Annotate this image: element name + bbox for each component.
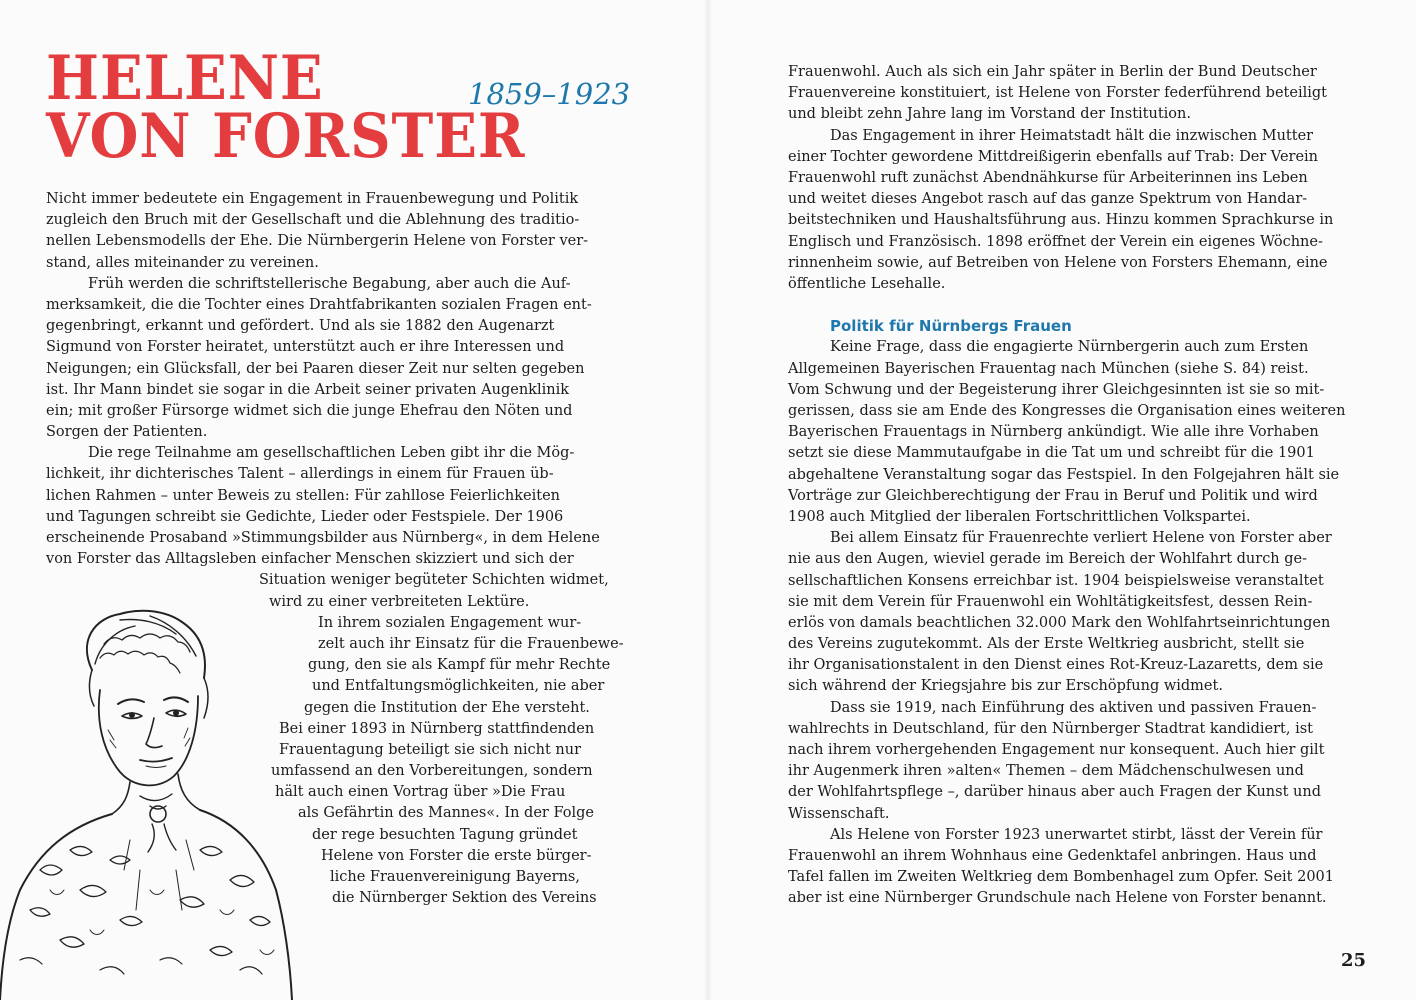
text-line: Allgemeinen Bayerischen Frauentag nach München (siehe S. 84) reist. [788, 360, 1309, 377]
text-line: und Tagungen schreibt sie Gedichte, Lieder oder Festspiele. Der 1906 [46, 508, 564, 525]
text-line: Frauenvereine konstituiert, ist Helene von Forster federführend beteiligt [788, 85, 1327, 102]
text-line: Früh werden die schriftstellerische Begabung, aber auch die Auf- [88, 275, 571, 292]
text-line: liche Frauenvereinigung Bayerns, [330, 869, 580, 885]
text-line: öffentliche Lesehalle. [788, 275, 946, 292]
text-line: nellen Lebensmodells der Ehe. Die Nürnbergerin Helene von Forster ver- [46, 233, 589, 250]
text-line: abgehaltene Veranstaltung sogar das Festspiel. In den Folgejahren hält sie [788, 466, 1340, 483]
text-line: Keine Frage, dass die engagierte Nürnbergerin auch zum Ersten [830, 339, 1309, 356]
text-line: 1908 auch Mitglied der liberalen Fortschrittlichen Volkspartei. [788, 508, 1251, 525]
text-line: der Wohlfahrtspflege –, darüber hinaus aber auch Fragen der Kunst und [788, 784, 1321, 801]
text-line: Frauenwohl ruft zunächst Abendnähkurse für Arbeiterinnen ins Leben [788, 169, 1308, 186]
text-line: gegen die Institution der Ehe versteht. [304, 699, 590, 716]
text-line: Bayerischen Frauentags in Nürnberg ankündigt. Wie alle ihre Vorhaben [788, 424, 1319, 441]
text-line: aber ist eine Nürnberger Grundschule nach Helene von Forster benannt. [788, 890, 1327, 907]
text-line: Neigungen; ein Glücksfall, der bei Paaren dieser Zeit nur selten gegeben [46, 360, 585, 377]
text-line: von Forster das Alltagsleben einfacher Menschen skizziert und sich der [46, 551, 574, 568]
text-line: Bei einer 1893 in Nürnberg stattfindenden [279, 720, 595, 737]
text-line: Tafel fallen im Zweiten Weltkrieg dem Bombenhagel zum Opfer. Seit 2001 [788, 869, 1335, 886]
text-line: sie mit dem Verein für Frauenwohl ein Wohltätigkeitsfest, dessen Rein- [788, 593, 1313, 610]
text-line: und weitet dieses Angebot rasch auf das ganze Spektrum von Handar- [788, 191, 1308, 208]
text-line: In ihrem sozialen Engagement wur- [318, 614, 582, 631]
text-line: Frauenwohl. Auch als sich ein Jahr später in Berlin der Bund Deutscher [788, 64, 1317, 80]
text-line: erlös von damals beachtlichen 32.000 Mark den Wohlfahrtseinrichtungen [788, 614, 1331, 631]
text-line: Sorgen der Patienten. [46, 424, 208, 441]
right-body-text [788, 62, 1378, 910]
text-line: des Vereins zugutekommt. Als der Erste Weltkrieg ausbricht, stellt sie [788, 636, 1305, 653]
text-line: Englisch und Französisch. 1898 eröffnet der Verein ein eigenes Wöchne- [788, 233, 1323, 250]
text-line: merksamkeit, die die Tochter eines Drahtfabrikanten sozialen Fragen ent- [46, 296, 592, 313]
text-line: sellschaftlichen Konsens erreichbar ist. 1904 beispielsweise veranstaltet [788, 572, 1324, 589]
text-line: und Entfaltungsmöglichkeiten, nie aber [312, 678, 605, 695]
page-title [46, 43, 526, 172]
title-line-1: HELENE [46, 43, 324, 114]
text-line: Vorträge zur Gleichberechtigung der Frau in Beruf und Politik und wird [788, 487, 1318, 504]
text-line: umfassend an den Vorbereitungen, sondern [271, 763, 593, 780]
text-line: ist. Ihr Mann bindet sie sogar in die Arbeit seiner privaten Augenklinik [46, 381, 570, 398]
text-line [788, 295, 1378, 316]
text-line: zugleich den Bruch mit der Gesellschaft und die Ablehnung des traditio- [46, 212, 580, 229]
text-line: nie aus den Augen, wieviel gerade im Bereich der Wohlfahrt durch ge- [788, 551, 1308, 568]
text-line: Dass sie 1919, nach Einführung des aktiven und passiven Frauen- [830, 699, 1317, 716]
text-line: Frauentagung beteiligt sie sich nicht nur [279, 741, 582, 758]
text-line: Helene von Forster die erste bürger- [321, 847, 592, 864]
text-line: zelt auch ihr Einsatz für die Frauenbewe- [318, 635, 624, 652]
page-number: 25 [1341, 950, 1367, 971]
text-line: erscheinende Prosaband »Stimmungsbilder aus Nürnberg«, in dem Helene [46, 530, 600, 546]
text-line: lichkeit, ihr dichterisches Talent – allerdings in einem für Frauen üb- [46, 466, 554, 483]
text-line: Frauenwohl an ihrem Wohnhaus eine Gedenktafel anbringen. Haus und [788, 847, 1317, 864]
life-years: 1859–1923 [468, 77, 631, 111]
section-heading: Politik für Nürnbergs Frauen [830, 317, 1072, 336]
text-line: Das Engagement in ihrer Heimatstadt hält die inzwischen Mutter [830, 127, 1314, 144]
title-line-2: VON FORSTER [46, 101, 526, 172]
text-line: Als Helene von Forster 1923 unerwartet stirbt, lässt der Verein für [830, 826, 1323, 843]
text-line: Nicht immer bedeutete ein Engagement in Frauenbewegung und Politik [46, 191, 579, 207]
left-body-text [46, 189, 646, 909]
text-line: Die rege Teilnahme am gesellschaftlichen Leben gibt ihr die Mög- [88, 445, 575, 462]
text-line: sich während der Kriegsjahre bis zur Erschöpfung widmet. [788, 678, 1223, 695]
text-line: wird zu einer verbreiteten Lektüre. [269, 593, 530, 610]
text-line: nach ihrem vorhergehenden Engagement nur konsequent. Auch hier gilt [788, 742, 1325, 758]
text-line: gegenbringt, erkannt und gefördert. Und als sie 1882 den Augenarzt [46, 318, 555, 335]
right-page [708, 0, 1416, 1000]
text-line: die Nürnberger Sektion des Vereins [332, 890, 597, 907]
text-line: setzt sie diese Mammutaufgabe in die Tat um und schreibt für die 1901 [788, 445, 1315, 462]
text-line: rinnenheim sowie, auf Betreiben von Helene von Forsters Ehemann, eine [788, 254, 1328, 271]
text-line: lichen Rahmen – unter Beweis zu stellen: Für zahllose Feierlichkeiten [46, 487, 560, 504]
text-line: als Gefährtin des Mannes«. In der Folge [298, 805, 594, 822]
text-line: einer Tochter gewordene Mittdreißigerin ebenfalls auf Trab: Der Verein [788, 148, 1319, 165]
text-line: Wissenschaft. [788, 805, 890, 822]
text-line: und bleibt zehn Jahre lang im Vorstand der Institution. [788, 106, 1191, 123]
text-line: ein; mit großer Fürsorge widmet sich die junge Ehefrau den Nöten und [46, 402, 573, 419]
text-line: stand, alles miteinander zu vereinen. [46, 254, 319, 271]
text-line: Vom Schwung und der Begeisterung ihrer Gleichgesinnten ist sie so mit- [788, 381, 1325, 398]
text-line: beitstechniken und Haushaltsführung aus. Hinzu kommen Sprachkurse in [788, 212, 1334, 229]
text-line: gung, den sie als Kampf für mehr Rechte [308, 657, 611, 674]
text-line: Bei allem Einsatz für Frauenrechte verliert Helene von Forster aber [830, 530, 1332, 547]
text-line: ihr Organisationstalent in den Dienst eines Rot-Kreuz-Lazaretts, dem sie [788, 657, 1324, 674]
text-line: ihr Augenmerk ihren »alten« Themen – dem Mädchenschulwesen und [788, 763, 1304, 780]
text-line: hält auch einen Vortrag über »Die Frau [275, 784, 566, 801]
text-line: wahlrechts in Deutschland, für den Nürnberger Stadtrat kandidiert, ist [788, 720, 1314, 737]
text-line: Sigmund von Forster heiratet, unterstützt auch er ihre Interessen und [46, 339, 565, 356]
text-line: Situation weniger begüteter Schichten widmet, [259, 572, 609, 589]
text-line: gerissen, dass sie am Ende des Kongresses die Organisation eines weiteren [788, 403, 1346, 419]
text-line: der rege besuchten Tagung gründet [312, 826, 578, 843]
